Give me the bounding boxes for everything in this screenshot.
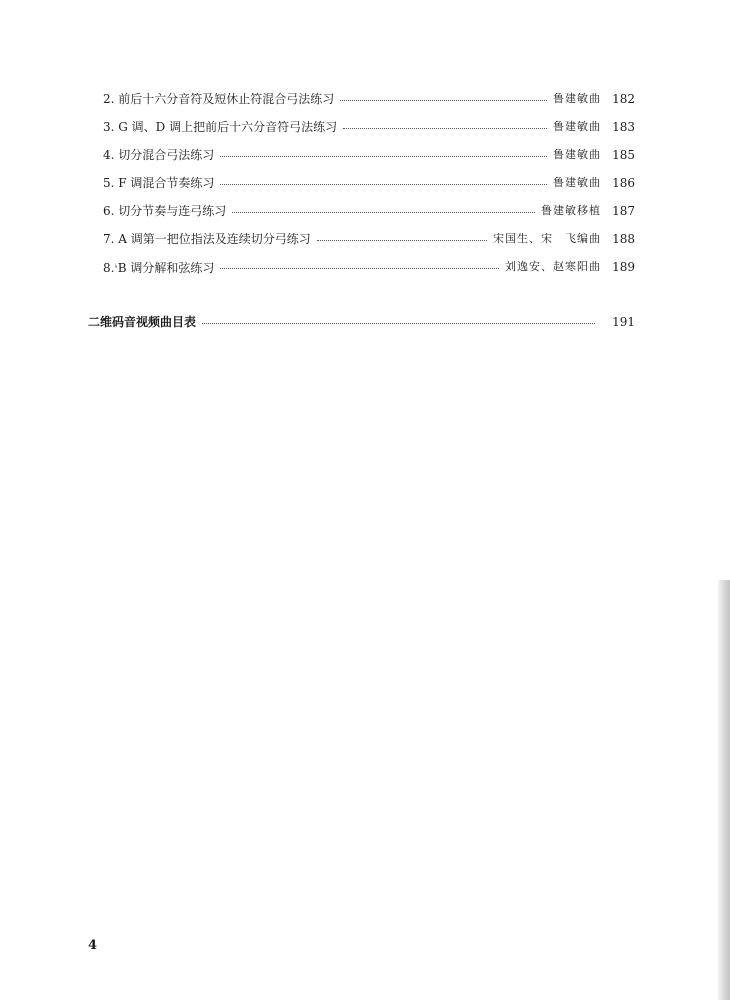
dot-leader <box>220 184 547 185</box>
toc-entry-title: 2. 前后十六分音符及短休止符混合弓法练习 <box>103 92 335 106</box>
toc-entry[interactable] <box>103 117 635 137</box>
toc-entry-page: 182 <box>612 92 635 106</box>
toc-entry-author: 鲁建敏曲 <box>553 148 601 161</box>
toc-entry[interactable] <box>103 89 635 109</box>
dot-leader <box>317 240 487 241</box>
toc-entry-page: 186 <box>612 176 635 190</box>
toc-entry-title: 7. A 调第一把位指法及连续切分弓练习 <box>103 232 311 246</box>
dot-leader <box>220 156 547 157</box>
page-edge-shadow <box>718 580 730 1000</box>
page-number: 4 <box>88 938 98 953</box>
toc-entry-page: 183 <box>612 120 635 134</box>
toc-entry[interactable] <box>103 173 635 193</box>
toc-entry-page: 188 <box>612 232 635 246</box>
toc-section-entry[interactable] <box>88 312 635 332</box>
flat-sign: ♭ <box>114 262 118 270</box>
toc-section-title: 二维码音视频曲目表 <box>88 315 197 329</box>
toc-entry-author: 宋国生、宋 飞编曲 <box>493 232 601 245</box>
toc-entry-title <box>103 256 214 278</box>
dot-leader <box>340 100 547 101</box>
toc-entry[interactable] <box>103 145 635 165</box>
toc-entry-title: 3. G 调、D 调上把前后十六分音符弓法练习 <box>103 120 338 134</box>
dot-leader <box>232 212 535 213</box>
toc-entry-page: 189 <box>612 260 635 274</box>
toc-entry-author: 鲁建敏移植 <box>541 204 601 217</box>
toc-section-page: 191 <box>612 315 635 329</box>
toc-entry-author: 鲁建敏曲 <box>553 92 601 105</box>
toc-entry-title: 6. 切分节奏与连弓练习 <box>103 204 227 218</box>
toc-entry-author: 鲁建敏曲 <box>553 176 601 189</box>
toc-entry[interactable] <box>103 229 635 249</box>
toc-entry-page: 187 <box>612 204 635 218</box>
toc-entry-author: 刘逸安、赵寒阳曲 <box>505 260 601 273</box>
toc-entry-page: 185 <box>612 148 635 162</box>
toc-entry[interactable] <box>103 201 635 221</box>
toc-entry-author: 鲁建敏曲 <box>553 120 601 133</box>
toc-entry-title: 5. F 调混合节奏练习 <box>103 176 215 190</box>
toc-entry-title-text: B 调分解和弦练习 <box>117 261 215 275</box>
toc-entry-number: 8. <box>103 261 115 275</box>
dot-leader <box>220 268 499 269</box>
dot-leader <box>343 128 547 129</box>
toc-entry-title: 4. 切分混合弓法练习 <box>103 148 215 162</box>
dot-leader <box>202 323 595 324</box>
toc-entry[interactable] <box>103 257 635 277</box>
